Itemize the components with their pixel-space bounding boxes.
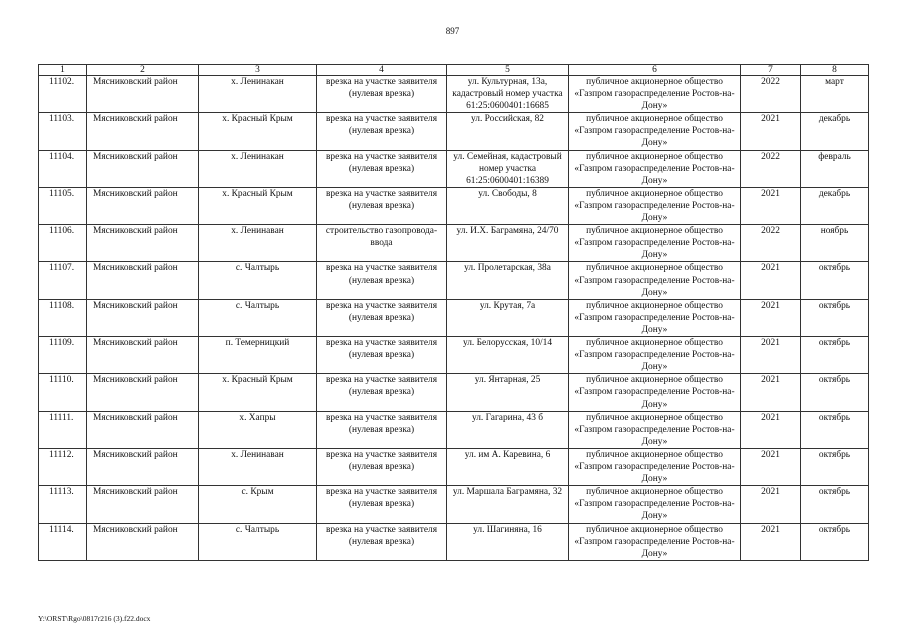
gasification-table <box>38 64 869 561</box>
table-row <box>39 225 869 262</box>
settlement-cell: х. Красный Крым <box>199 374 317 411</box>
work-type-cell: врезка на участке заявителя (нулевая врезка) <box>317 486 447 523</box>
year-cell: 2021 <box>741 374 801 411</box>
row-number-cell: 11110. <box>39 374 87 411</box>
month-cell: ноябрь <box>801 225 869 262</box>
month-cell: октябрь <box>801 523 869 560</box>
settlement-cell: х. Ленинакан <box>199 150 317 187</box>
row-number-cell: 11108. <box>39 299 87 336</box>
month-cell: октябрь <box>801 448 869 485</box>
row-number-cell: 11103. <box>39 113 87 150</box>
organization-cell: публичное акционерное общество «Газпром газораспределение Ростов-на-Дону» <box>569 76 741 113</box>
table-row <box>39 262 869 299</box>
table-row <box>39 374 869 411</box>
row-number-cell: 11102. <box>39 76 87 113</box>
column-header: 6 <box>569 65 741 76</box>
work-type-cell: врезка на участке заявителя (нулевая врезка) <box>317 374 447 411</box>
year-cell: 2022 <box>741 225 801 262</box>
row-number-cell: 11109. <box>39 337 87 374</box>
district-cell: Мясниковский район <box>87 150 199 187</box>
table-row <box>39 411 869 448</box>
column-header: 4 <box>317 65 447 76</box>
year-cell: 2021 <box>741 187 801 224</box>
year-cell: 2021 <box>741 448 801 485</box>
district-cell: Мясниковский район <box>87 523 199 560</box>
organization-cell: публичное акционерное общество «Газпром газораспределение Ростов-на-Дону» <box>569 187 741 224</box>
row-number-cell: 11112. <box>39 448 87 485</box>
column-header: 8 <box>801 65 869 76</box>
organization-cell: публичное акционерное общество «Газпром газораспределение Ростов-на-Дону» <box>569 225 741 262</box>
month-cell: декабрь <box>801 113 869 150</box>
column-header: 2 <box>87 65 199 76</box>
table-row <box>39 187 869 224</box>
address-cell: ул. Шагиняна, 16 <box>447 523 569 560</box>
district-cell: Мясниковский район <box>87 486 199 523</box>
month-cell: октябрь <box>801 337 869 374</box>
address-cell: ул. И.Х. Баграмяна, 24/70 <box>447 225 569 262</box>
district-cell: Мясниковский район <box>87 374 199 411</box>
address-cell: ул. Белорусская, 10/14 <box>447 337 569 374</box>
address-cell: ул. Культурная, 13а, кадастровый номер участка 61:25:0600401:16685 <box>447 76 569 113</box>
settlement-cell: с. Чалтырь <box>199 262 317 299</box>
table-row <box>39 523 869 560</box>
year-cell: 2021 <box>741 523 801 560</box>
district-cell: Мясниковский район <box>87 411 199 448</box>
month-cell: октябрь <box>801 374 869 411</box>
district-cell: Мясниковский район <box>87 76 199 113</box>
column-header: 1 <box>39 65 87 76</box>
table-row <box>39 299 869 336</box>
table-row <box>39 486 869 523</box>
address-cell: ул. Свободы, 8 <box>447 187 569 224</box>
organization-cell: публичное акционерное общество «Газпром газораспределение Ростов-на-Дону» <box>569 374 741 411</box>
row-number-cell: 11106. <box>39 225 87 262</box>
address-cell: ул. Гагарина, 43 б <box>447 411 569 448</box>
work-type-cell: врезка на участке заявителя (нулевая врезка) <box>317 523 447 560</box>
settlement-cell: х. Красный Крым <box>199 187 317 224</box>
address-cell: ул. Пролетарская, 38а <box>447 262 569 299</box>
address-cell: ул. им А. Каревина, 6 <box>447 448 569 485</box>
settlement-cell: х. Ленинаван <box>199 225 317 262</box>
work-type-cell: врезка на участке заявителя (нулевая врезка) <box>317 187 447 224</box>
district-cell: Мясниковский район <box>87 337 199 374</box>
work-type-cell: врезка на участке заявителя (нулевая врезка) <box>317 76 447 113</box>
year-cell: 2021 <box>741 337 801 374</box>
row-number-cell: 11105. <box>39 187 87 224</box>
year-cell: 2021 <box>741 486 801 523</box>
work-type-cell: врезка на участке заявителя (нулевая врезка) <box>317 448 447 485</box>
work-type-cell: врезка на участке заявителя (нулевая врезка) <box>317 411 447 448</box>
column-header: 5 <box>447 65 569 76</box>
month-cell: февраль <box>801 150 869 187</box>
row-number-cell: 11114. <box>39 523 87 560</box>
district-cell: Мясниковский район <box>87 225 199 262</box>
settlement-cell: х. Ленинакан <box>199 76 317 113</box>
organization-cell: публичное акционерное общество «Газпром газораспределение Ростов-на-Дону» <box>569 448 741 485</box>
table-row <box>39 448 869 485</box>
organization-cell: публичное акционерное общество «Газпром газораспределение Ростов-на-Дону» <box>569 113 741 150</box>
row-number-cell: 11104. <box>39 150 87 187</box>
work-type-cell: врезка на участке заявителя (нулевая врезка) <box>317 299 447 336</box>
month-cell: октябрь <box>801 299 869 336</box>
settlement-cell: х. Ленинаван <box>199 448 317 485</box>
organization-cell: публичное акционерное общество «Газпром газораспределение Ростов-на-Дону» <box>569 486 741 523</box>
organization-cell: публичное акционерное общество «Газпром газораспределение Ростов-на-Дону» <box>569 411 741 448</box>
settlement-cell: х. Красный Крым <box>199 113 317 150</box>
row-number-cell: 11113. <box>39 486 87 523</box>
month-cell: октябрь <box>801 262 869 299</box>
table-body <box>39 76 869 561</box>
district-cell: Мясниковский район <box>87 262 199 299</box>
district-cell: Мясниковский район <box>87 299 199 336</box>
district-cell: Мясниковский район <box>87 187 199 224</box>
settlement-cell: с. Чалтырь <box>199 523 317 560</box>
organization-cell: публичное акционерное общество «Газпром газораспределение Ростов-на-Дону» <box>569 299 741 336</box>
table-row <box>39 150 869 187</box>
organization-cell: публичное акционерное общество «Газпром газораспределение Ростов-на-Дону» <box>569 337 741 374</box>
year-cell: 2022 <box>741 150 801 187</box>
settlement-cell: х. Хапры <box>199 411 317 448</box>
work-type-cell: строительство газопровода-ввода <box>317 225 447 262</box>
work-type-cell: врезка на участке заявителя (нулевая врезка) <box>317 262 447 299</box>
row-number-cell: 11107. <box>39 262 87 299</box>
settlement-cell: с. Крым <box>199 486 317 523</box>
table-row <box>39 337 869 374</box>
organization-cell: публичное акционерное общество «Газпром газораспределение Ростов-на-Дону» <box>569 523 741 560</box>
organization-cell: публичное акционерное общество «Газпром газораспределение Ростов-на-Дону» <box>569 262 741 299</box>
table-row <box>39 76 869 113</box>
work-type-cell: врезка на участке заявителя (нулевая врезка) <box>317 150 447 187</box>
address-cell: ул. Крутая, 7а <box>447 299 569 336</box>
address-cell: ул. Российская, 82 <box>447 113 569 150</box>
settlement-cell: с. Чалтырь <box>199 299 317 336</box>
address-cell: ул. Маршала Баграмяна, 32 <box>447 486 569 523</box>
year-cell: 2021 <box>741 262 801 299</box>
year-cell: 2021 <box>741 113 801 150</box>
column-number-row <box>39 65 869 76</box>
year-cell: 2021 <box>741 411 801 448</box>
page-number: 897 <box>445 26 460 36</box>
footer-file-path: Y:\ORST\Rgo\0817r216 (3).f22.docx <box>38 614 151 623</box>
organization-cell: публичное акционерное общество «Газпром газораспределение Ростов-на-Дону» <box>569 150 741 187</box>
work-type-cell: врезка на участке заявителя (нулевая врезка) <box>317 337 447 374</box>
address-cell: ул. Янтарная, 25 <box>447 374 569 411</box>
year-cell: 2021 <box>741 299 801 336</box>
column-header: 7 <box>741 65 801 76</box>
year-cell: 2022 <box>741 76 801 113</box>
table-row <box>39 113 869 150</box>
month-cell: март <box>801 76 869 113</box>
work-type-cell: врезка на участке заявителя (нулевая врезка) <box>317 113 447 150</box>
column-header: 3 <box>199 65 317 76</box>
district-cell: Мясниковский район <box>87 113 199 150</box>
month-cell: декабрь <box>801 187 869 224</box>
month-cell: октябрь <box>801 411 869 448</box>
district-cell: Мясниковский район <box>87 448 199 485</box>
address-cell: ул. Семейная, кадастровый номер участка 61:25:0600401:16389 <box>447 150 569 187</box>
row-number-cell: 11111. <box>39 411 87 448</box>
settlement-cell: п. Темерницкий <box>199 337 317 374</box>
month-cell: октябрь <box>801 486 869 523</box>
